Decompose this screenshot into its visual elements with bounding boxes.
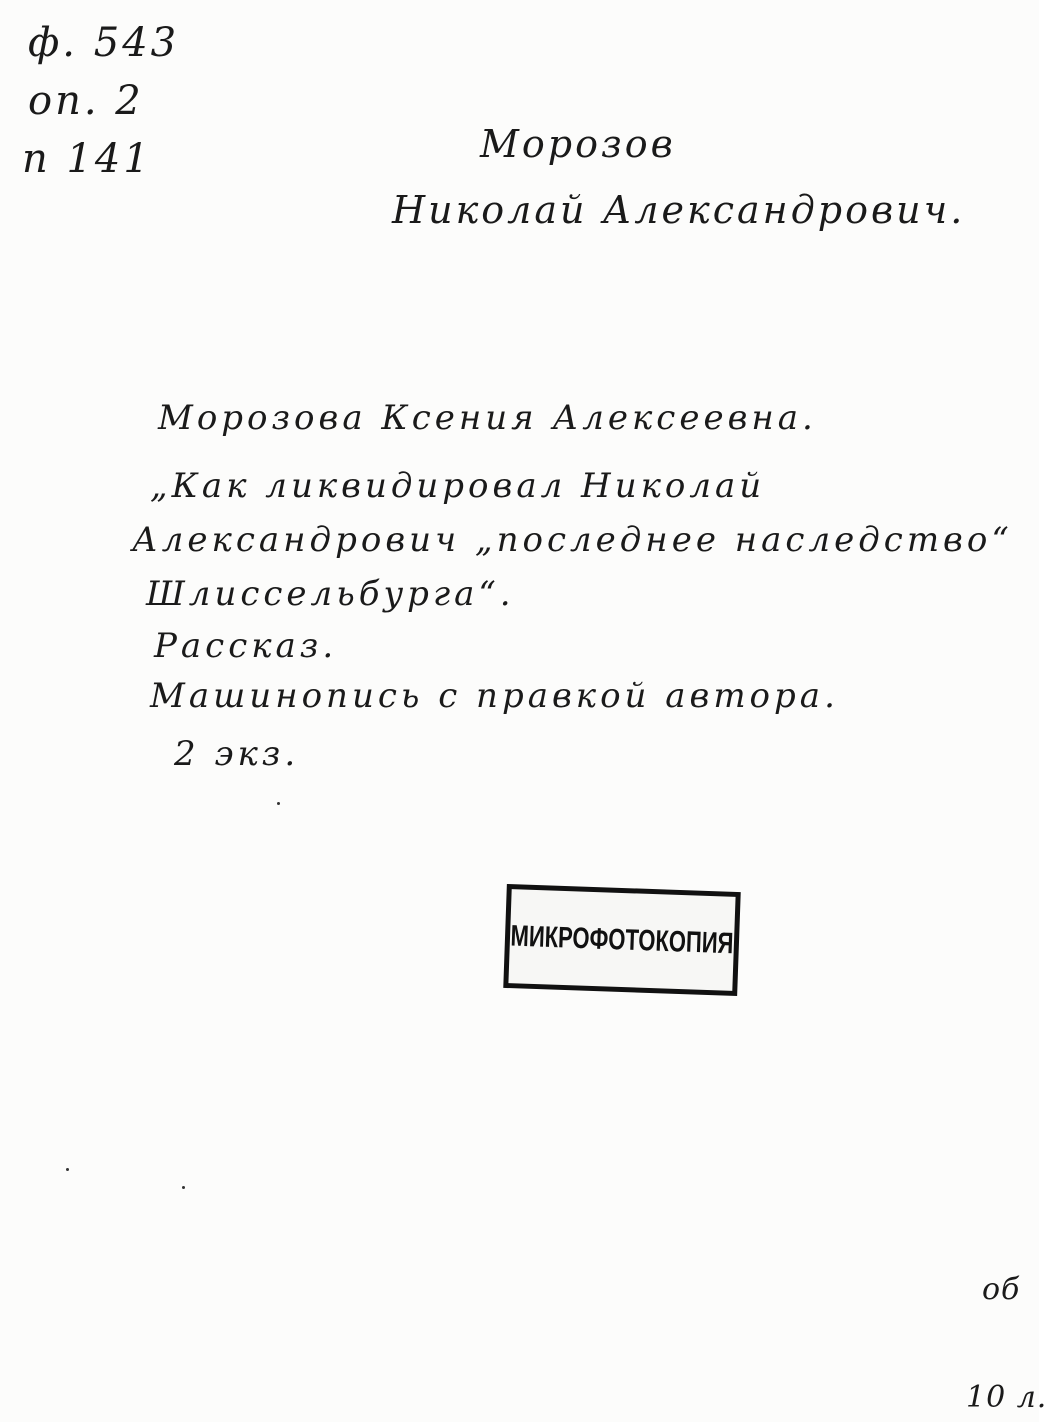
work-title-line-1: „Как ликвидировал Николай — [150, 466, 766, 506]
microfilm-stamp — [503, 884, 740, 996]
genre: Рассказ. — [154, 626, 338, 666]
subject-surname: Морозов — [480, 122, 676, 166]
work-title-line-3: Шлиссельбурга“. — [146, 574, 515, 614]
paper-speck — [277, 802, 280, 805]
paper-speck — [182, 1186, 185, 1189]
document-form: Машинопись с правкой автора. — [150, 676, 839, 716]
copies-count: 2 экз. — [174, 734, 300, 774]
work-title-line-2: Александрович „последнее наследство“ — [132, 520, 1013, 560]
opis-number: оп. 2 — [28, 78, 144, 124]
sheet-count: 10 л. — [966, 1380, 1047, 1415]
author-name: Морозова Ксения Алексеевна. — [158, 398, 817, 438]
reverse-side-mark: об — [982, 1272, 1021, 1307]
subject-full-name: Николай Александрович. — [392, 188, 966, 232]
item-number: п 141 — [22, 136, 152, 182]
stamp-text: МИКРОФОТОКОПИЯ — [510, 918, 735, 961]
paper-speck — [66, 1168, 69, 1171]
fond-number: ф. 543 — [28, 20, 180, 66]
